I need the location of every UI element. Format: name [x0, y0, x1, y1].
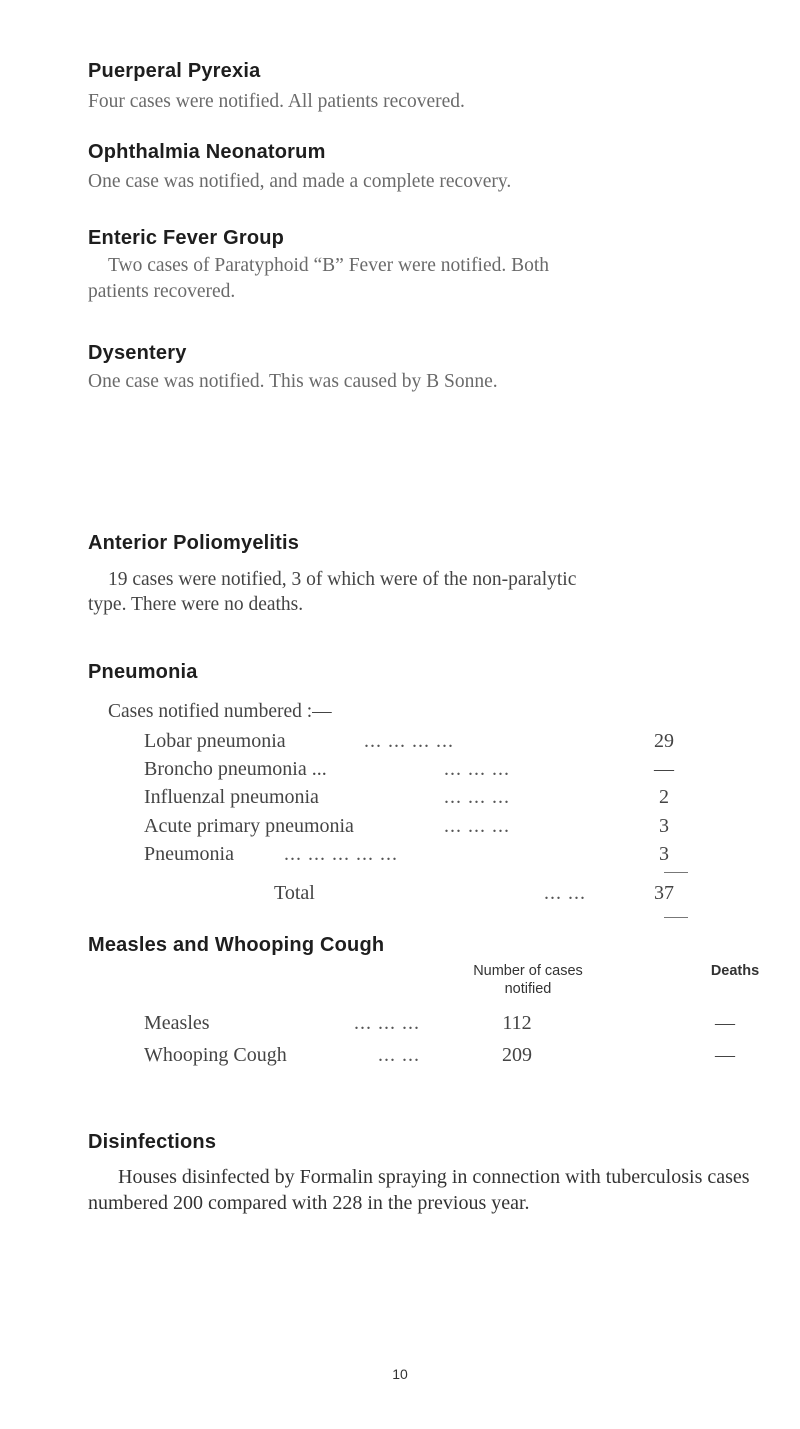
- text-puerperal-pyrexia: Four cases were notified. All patients recovered.: [88, 91, 465, 112]
- column-header-deaths: Deaths: [710, 963, 760, 979]
- pneumonia-row-label: Lobar pneumonia: [144, 730, 286, 752]
- page-number: 10: [392, 1366, 408, 1382]
- measles-row-label: Whooping Cough: [144, 1044, 287, 1066]
- text-dysentery: One case was notified. This was caused by B Sonne.: [88, 371, 498, 392]
- pneumonia-row-value: 3: [659, 815, 669, 837]
- column-header-number-notified: Number of cases notified: [473, 963, 583, 997]
- text-pneumonia-intro: Cases notified numbered :—: [108, 701, 332, 722]
- measles-row-deaths: —: [715, 1044, 735, 1066]
- measles-row-number: 112: [502, 1012, 532, 1034]
- total-value: 37: [654, 882, 674, 904]
- pneumonia-row-label: Broncho pneumonia ...: [144, 758, 327, 780]
- measles-row-number: 209: [502, 1044, 532, 1066]
- measles-row-deaths: —: [715, 1012, 735, 1034]
- heading-dysentery: Dysentery: [88, 342, 187, 364]
- text-disinfections: Houses disinfected by Formalin spraying in connection with tuberculosis cases numbered 200 compared with 228 in the previous year.: [88, 1166, 750, 1214]
- pneumonia-total-row: [144, 882, 704, 910]
- pneumonia-row: [144, 843, 704, 871]
- leader-dots: ... ... ...: [354, 1012, 420, 1034]
- total-underline: [664, 917, 688, 918]
- leader-dots: ... ... ...: [444, 758, 510, 780]
- heading-anterior-poliomyelitis: Anterior Poliomyelitis: [88, 532, 300, 554]
- measles-row: [144, 1044, 764, 1074]
- heading-measles-whooping-cough: Measles and Whooping Cough: [88, 934, 385, 956]
- leader-dots: ... ...: [378, 1044, 420, 1066]
- heading-disinfections: Disinfections: [88, 1131, 217, 1153]
- leader-dots: ... ... ... ...: [364, 730, 454, 752]
- leader-dots: ... ...: [544, 882, 586, 904]
- heading-pneumonia: Pneumonia: [88, 661, 198, 683]
- measles-row: [144, 1012, 764, 1042]
- pneumonia-row-label: Pneumonia: [144, 843, 234, 865]
- pneumonia-row-label: Acute primary pneumonia: [144, 815, 354, 837]
- pneumonia-row-label: Influenzal pneumonia: [144, 786, 319, 808]
- heading-enteric-fever: Enteric Fever Group: [88, 227, 285, 249]
- leader-dots: ... ... ... ... ...: [284, 843, 398, 865]
- text-enteric-fever-line1: Two cases of Paratyphoid “B” Fever were notified. Both: [108, 255, 550, 276]
- pneumonia-row: [144, 815, 704, 843]
- text-ophthalmia-neonatorum: One case was notified, and made a complete recovery.: [88, 171, 512, 192]
- pneumonia-row-value: 29: [654, 730, 674, 752]
- pneumonia-row-value: —: [654, 758, 674, 780]
- leader-dots: ... ... ...: [444, 786, 510, 808]
- text-enteric-fever-line2: patients recovered.: [88, 281, 236, 302]
- heading-puerperal-pyrexia: Puerperal Pyrexia: [88, 60, 261, 82]
- text-poliomyelitis-line2: type. There were no deaths.: [88, 594, 304, 615]
- leader-dots: ... ... ...: [444, 815, 510, 837]
- total-rule: [664, 872, 688, 873]
- pneumonia-row: [144, 786, 704, 814]
- pneumonia-row: [144, 758, 704, 786]
- text-poliomyelitis-line1: 19 cases were notified, 3 of which were of the non-paralytic: [108, 569, 577, 590]
- pneumonia-row-value: 2: [659, 786, 669, 808]
- pneumonia-row-value: 3: [659, 843, 669, 865]
- pneumonia-row: [144, 730, 704, 758]
- total-label: Total: [274, 882, 315, 904]
- measles-row-label: Measles: [144, 1012, 210, 1034]
- heading-ophthalmia-neonatorum: Ophthalmia Neonatorum: [88, 141, 326, 163]
